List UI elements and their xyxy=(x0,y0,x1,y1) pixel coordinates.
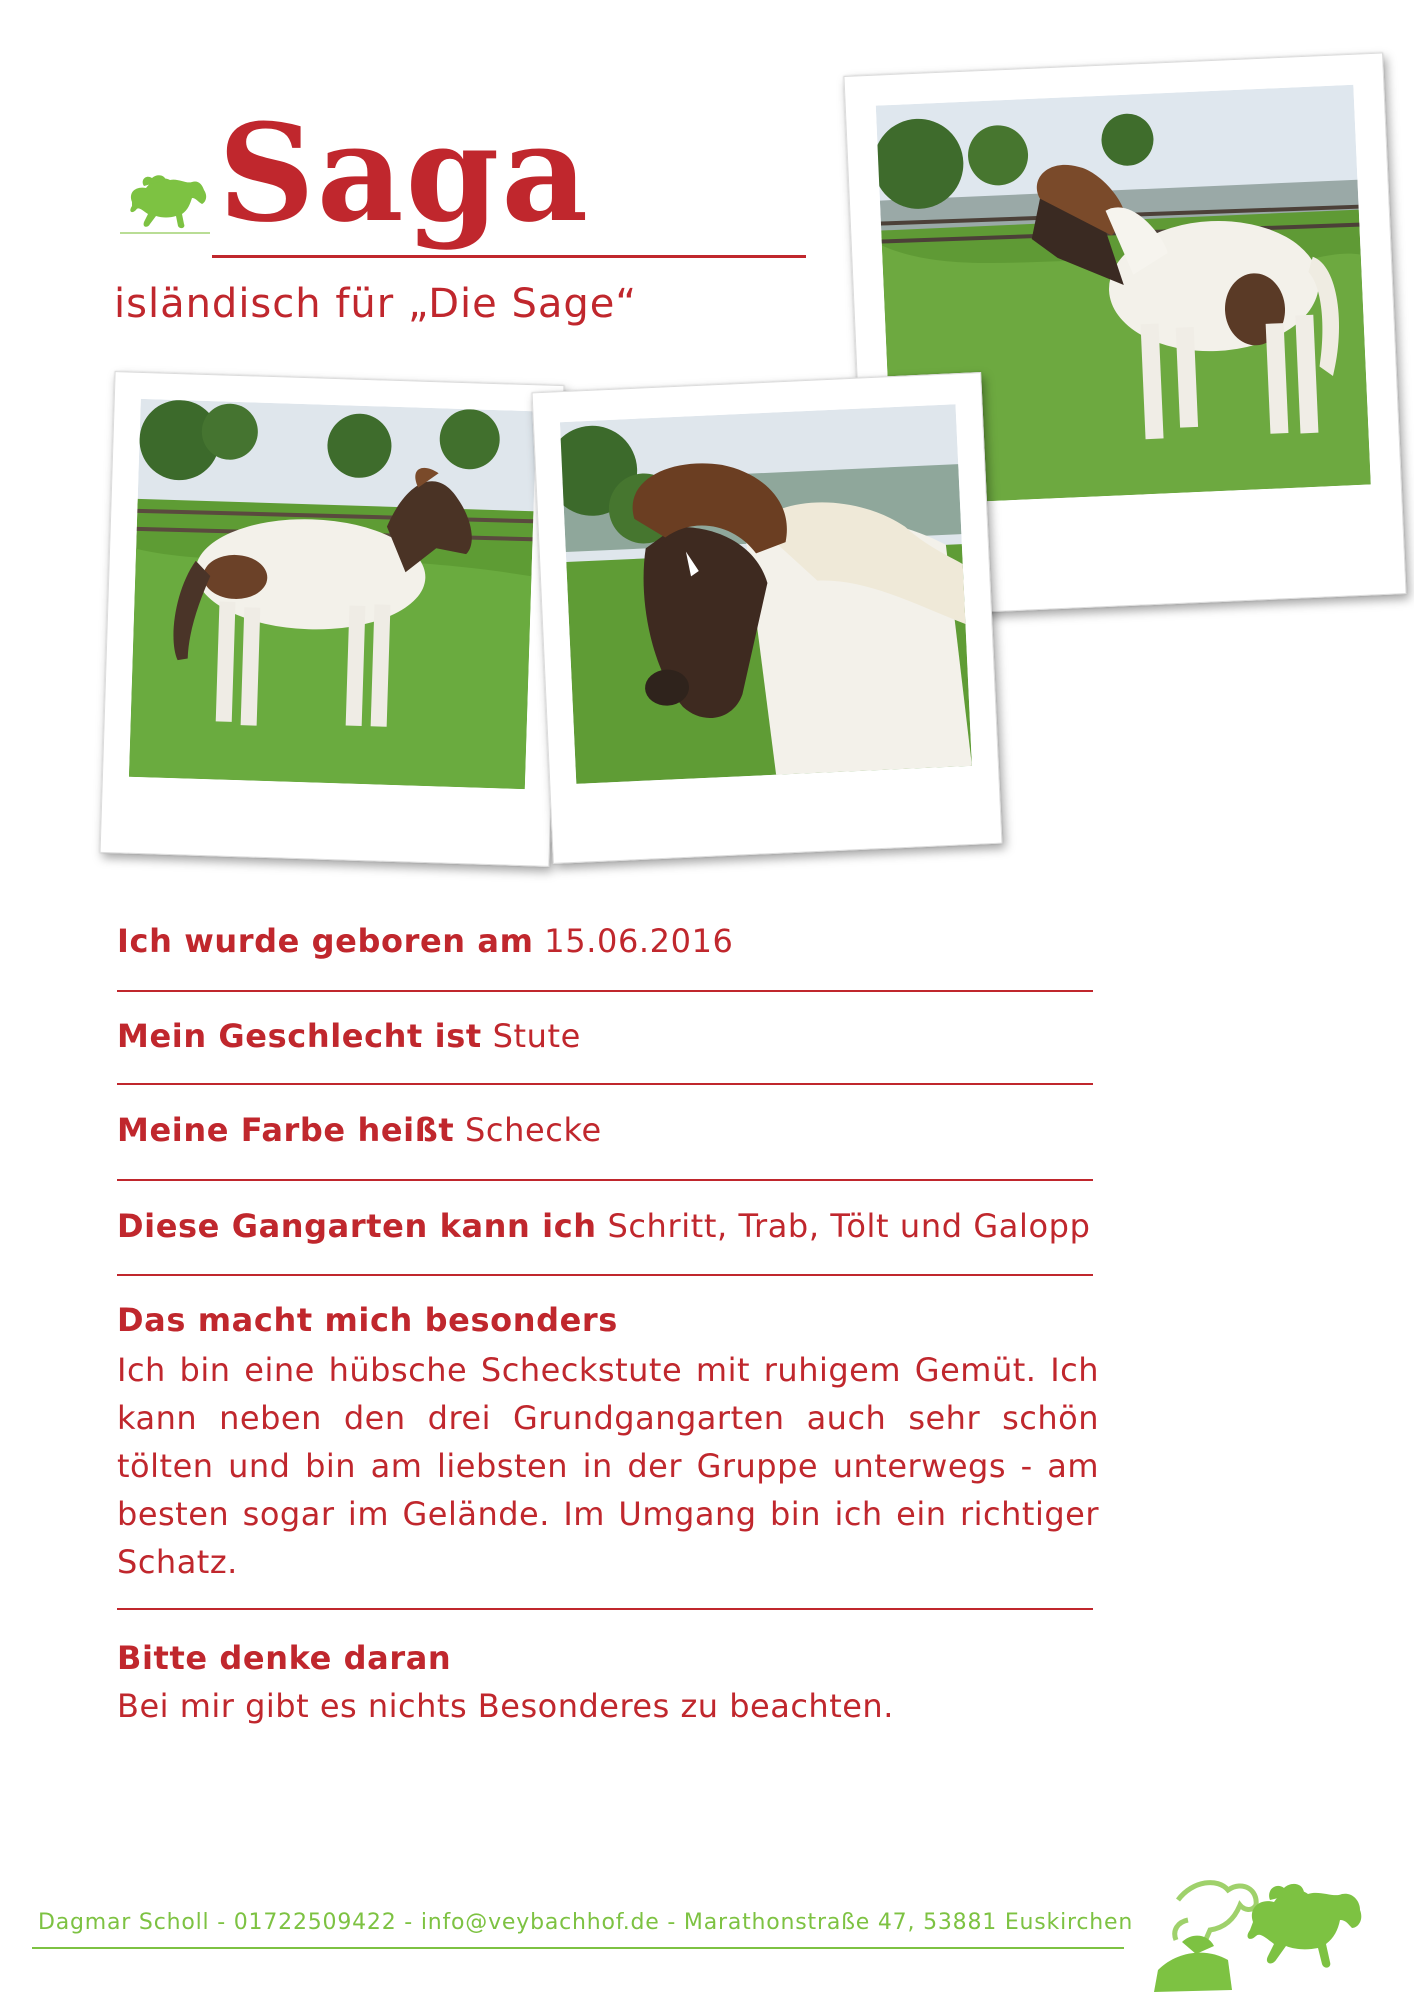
fact-color xyxy=(117,1108,602,1152)
page-title: Saga xyxy=(218,94,591,252)
special-heading: Das macht mich besonders xyxy=(117,1301,618,1339)
page-subtitle: isländisch für „Die Sage“ xyxy=(114,281,638,327)
fact-label: Diese Gangarten kann ich xyxy=(117,1207,597,1245)
divider xyxy=(117,1179,1093,1181)
title-underline xyxy=(212,255,806,258)
divider xyxy=(117,1608,1093,1610)
horse-logo-icon xyxy=(118,162,212,240)
fact-gaits xyxy=(117,1204,1090,1248)
divider xyxy=(117,1083,1093,1085)
fact-value: Schritt, Trab, Tölt und Galopp xyxy=(607,1207,1091,1245)
divider xyxy=(117,990,1093,992)
horse-photo xyxy=(129,399,537,789)
fact-value: Stute xyxy=(492,1017,581,1055)
special-text: Ich bin eine hübsche Scheckstute mit ruhigem Gemüt. Ich kann neben den drei Grundgangarten auch sehr schön tölten und bin am liebsten in der Gruppe unterwegs - am besten sogar im Gelände. Im Umgang bin ich ein richtiger Schatz. xyxy=(117,1351,1099,1581)
fact-birthdate xyxy=(117,919,734,963)
fact-value: Schecke xyxy=(465,1111,602,1149)
divider xyxy=(117,1274,1093,1276)
footer-contact: Dagmar Scholl - 01722509422 - info@veybachhof.de - Marathonstraße 47, 53881 Euskirchen xyxy=(38,1910,1134,1935)
horse-photo xyxy=(560,404,972,784)
fact-label: Mein Geschlecht ist xyxy=(117,1017,482,1055)
fact-value: 15.06.2016 xyxy=(544,922,734,960)
fact-sex xyxy=(117,1014,581,1058)
fact-label: Ich wurde geboren am xyxy=(117,922,534,960)
footer-divider xyxy=(32,1947,1124,1949)
horses-logo-icon xyxy=(1148,1850,1398,2000)
photo-frame-portrait xyxy=(532,372,1003,864)
notes-heading: Bitte denke daran xyxy=(117,1639,452,1677)
fact-label: Meine Farbe heißt xyxy=(117,1111,455,1149)
notes-text: Bei mir gibt es nichts Besonderes zu beachten. xyxy=(117,1687,894,1725)
photo-frame-side-left xyxy=(100,371,565,867)
